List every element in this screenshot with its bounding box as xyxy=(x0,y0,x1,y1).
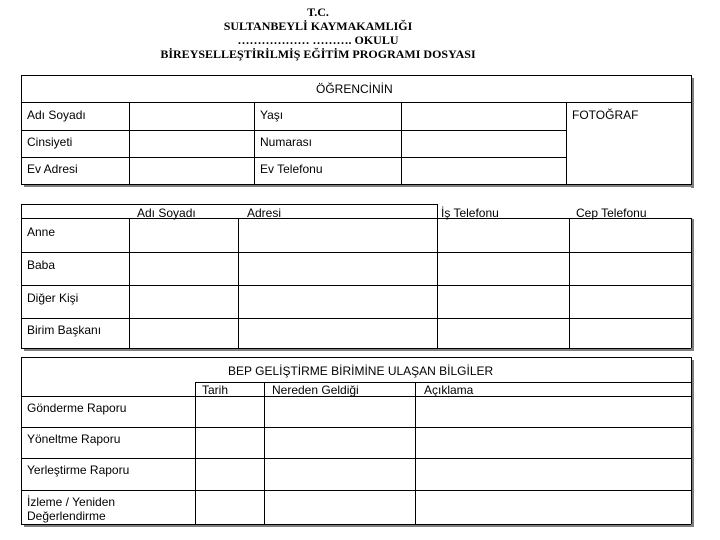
photo-area[interactable] xyxy=(567,125,691,184)
student-phone-label: Ev Telefonu xyxy=(260,162,323,176)
student-gender-label: Cinsiyeti xyxy=(27,135,73,149)
student-age-label: Yaşı xyxy=(260,108,284,122)
bep-col-description: Açıklama xyxy=(424,383,474,397)
header-tc: T.C. xyxy=(307,5,329,19)
page-title: BİREYSELLEŞTİRİLMİŞ EĞİTİM PROGRAMI DOSYASI xyxy=(160,47,476,61)
student-number-label: Numarası xyxy=(260,135,313,149)
family-row-mother: Anne xyxy=(27,225,56,239)
header-district: SULTANBEYLİ KAYMAKAMLIĞI xyxy=(223,19,413,33)
family-row-unit-head: Birim Başkanı xyxy=(27,323,102,337)
bep-row-guidance-report: Yöneltme Raporu xyxy=(27,432,121,446)
bep-row-monitoring-line1: İzleme / Yeniden xyxy=(27,495,116,509)
student-address-label: Ev Adresi xyxy=(27,162,78,176)
bep-col-date: Tarih xyxy=(202,383,229,397)
photo-label: FOTOĞRAF xyxy=(572,108,639,122)
student-phone-field[interactable] xyxy=(402,158,566,184)
student-number-field[interactable] xyxy=(402,131,566,157)
bep-row-placement-report: Yerleştirme Raporu xyxy=(27,463,130,477)
header-school: ……………… ………. OKULU xyxy=(237,33,399,47)
family-col-work-phone: İş Telefonu xyxy=(441,206,499,220)
bep-section-title: BEP GELİŞTİRME BİRİMİNE ULAŞAN BİLGİLER xyxy=(228,364,494,378)
family-col-name: Adı Soyadı xyxy=(137,206,196,220)
family-row-father: Baba xyxy=(27,258,56,272)
bep-row-referral-report: Gönderme Raporu xyxy=(27,401,127,415)
student-section-title: ÖĞRENCİNİN xyxy=(316,82,393,96)
bep-row-monitoring-line2: Değerlendirme xyxy=(27,509,106,523)
bep-col-source: Nereden Geldiği xyxy=(272,383,359,397)
student-gender-field[interactable] xyxy=(130,131,254,157)
family-row-other: Diğer Kişi xyxy=(27,291,79,305)
student-name-field[interactable] xyxy=(130,103,254,130)
family-col-mobile-phone: Cep Telefonu xyxy=(576,206,647,220)
student-address-field[interactable] xyxy=(130,158,254,184)
family-col-address: Adresi xyxy=(247,206,282,220)
student-age-field[interactable] xyxy=(402,103,566,130)
student-name-label: Adı Soyadı xyxy=(27,108,86,122)
